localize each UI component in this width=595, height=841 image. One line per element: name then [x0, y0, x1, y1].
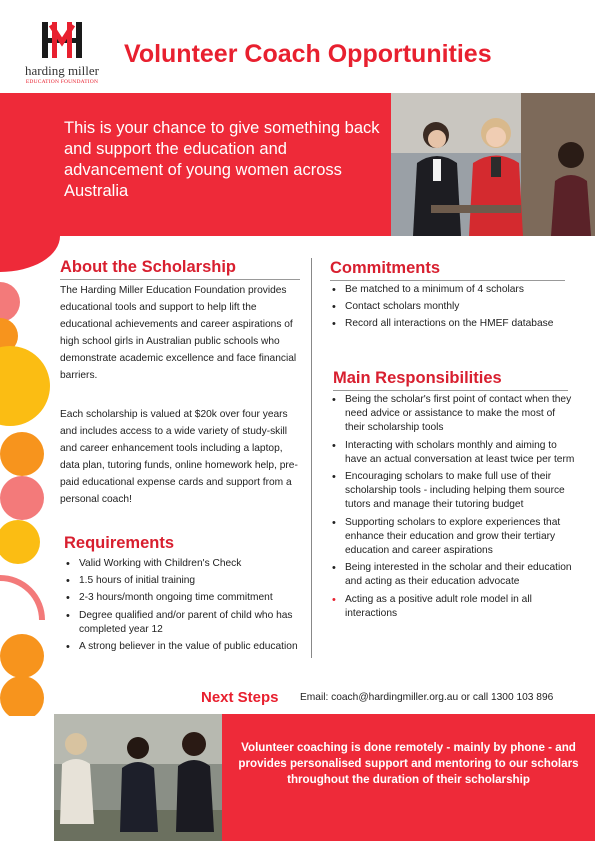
list-item: • Being the scholar's first point of contact when they need advice or assistance to make the most of their scholarship tools — [330, 393, 575, 436]
list-item: • Contact scholars monthly — [330, 300, 570, 314]
list-item: • Record all interactions on the HMEF database — [330, 317, 570, 331]
list-item: • 1.5 hours of initial training — [64, 574, 302, 588]
list-item: • 2-3 hours/month ongoing time commitment — [64, 591, 302, 605]
footer-text: Volunteer coaching is done remotely - mainly by phone - and provides personalised support and mentoring to our scholars throughout the duration of their scholarship — [238, 741, 579, 786]
about-paragraph-2: Each scholarship is valued at $20k over four years and includes access to a wide variety of study-skill and career enhancement tools including a laptop, data plan, tutoring funds, online homework help, pre-paid educational expense cards and support from a personal coach! — [60, 409, 298, 505]
list-item: • Be matched to a minimum of 4 scholars — [330, 283, 570, 297]
hero-photo — [391, 93, 595, 236]
decorative-shapes — [0, 236, 60, 716]
list-item: • Valid Working with Children's Check — [64, 557, 302, 571]
list-item: • Being interested in the scholar and their education and acting as their education advocate — [330, 561, 575, 589]
logo-subtitle: EDUCATION FOUNDATION — [25, 79, 99, 85]
commitments-heading: Commitments — [330, 259, 565, 281]
column-divider — [311, 258, 312, 658]
list-item: • Degree qualified and/or parent of child who has completed year 12 — [64, 609, 302, 637]
list-item: • Acting as a positive adult role model in all interactions — [330, 593, 575, 621]
requirements-list — [64, 557, 302, 657]
responsibilities-heading: Main Responsibilities — [333, 369, 568, 391]
footer-photo — [54, 714, 222, 841]
requirements-heading: Requirements — [64, 534, 175, 552]
logo-name: harding miller — [24, 63, 99, 78]
hm-monogram-icon — [40, 20, 84, 60]
list-item: • Encouraging scholars to make full use of their scholarship tools - including helping them source tutors and manage their tutoring budget — [330, 470, 575, 513]
list-item: • Interacting with scholars monthly and aiming to have an actual conversation at least twice per term — [330, 439, 575, 467]
about-heading: About the Scholarship — [60, 258, 300, 280]
commitments-list — [330, 283, 570, 335]
responsibilities-list — [330, 393, 575, 624]
about-paragraph-1: The Harding Miller Education Foundation provides educational tools and support to help lift the educational achievements and career aspirations of high school girls in Australian public schools who demonstrate academic excellence and face financial barriers. — [60, 285, 297, 381]
next-steps-heading: Next Steps — [201, 689, 279, 706]
hero-text: This is your chance to give something back and support the education and advancement of young women across Australia — [64, 119, 380, 200]
list-item: • Supporting scholars to explore experiences that enhance their education and grow their tertiary education and career aspirations — [330, 516, 575, 559]
page-title: Volunteer Coach Opportunities — [124, 40, 492, 68]
contact-info[interactable]: Email: coach@hardingmiller.org.au or call 1300 103 896 — [300, 692, 554, 703]
list-item: • A strong believer in the value of public education — [64, 640, 302, 654]
hmef-logo — [22, 20, 102, 85]
